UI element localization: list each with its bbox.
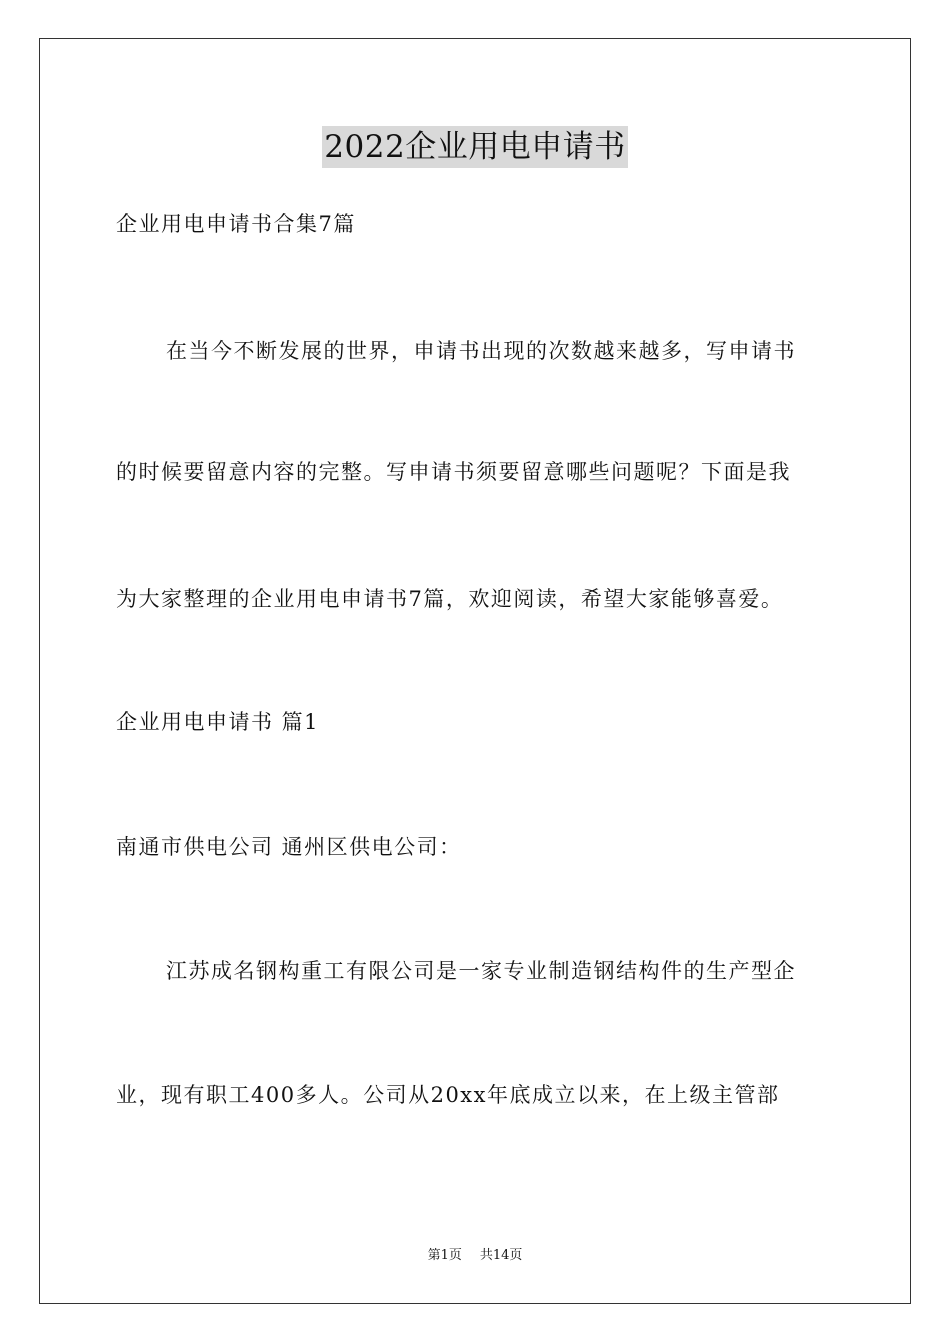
paragraph-line: 江苏成名钢构重工有限公司是一家专业制造钢结构件的生产型企 [166,959,796,983]
document-subtitle: 企业用电申请书合集7篇 [116,212,356,236]
paragraph-line: 在当今不断发展的世界，申请书出现的次数越来越多，写申请书 [166,339,796,363]
document-title: 2022企业用电申请书 [322,126,627,168]
paragraph-line: 的时候要留意内容的完整。写申请书须要留意哪些问题呢？下面是我 [116,460,791,484]
page-footer [0,1247,950,1265]
page-total: 共14页 [479,1248,523,1263]
page-number: 第1页 [427,1248,462,1263]
title-container [0,126,950,168]
paragraph-line: 为大家整理的企业用电申请书7篇，欢迎阅读，希望大家能够喜爱。 [116,587,784,611]
paragraph-line: 业，现有职工400多人。公司从20xx年底成立以来，在上级主管部 [116,1083,780,1107]
section-heading: 企业用电申请书 篇1 [116,710,320,734]
salutation-line: 南通市供电公司 通州区供电公司： [116,835,462,859]
